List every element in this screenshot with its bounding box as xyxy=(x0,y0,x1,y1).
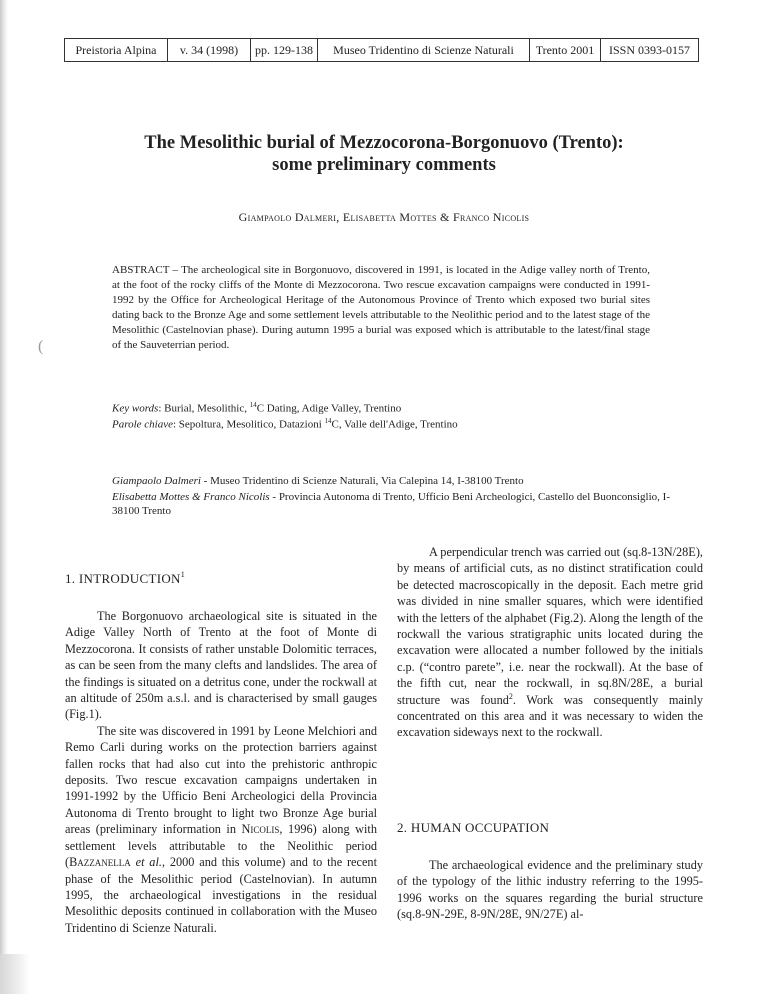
right-column xyxy=(397,544,703,741)
section-1-footnote-mark: 1 xyxy=(180,570,186,579)
journal-volume: v. 34 (1998) xyxy=(168,39,251,61)
keywords-label: Key words xyxy=(112,402,159,415)
section-1-title: 1. INTRODUCTION xyxy=(65,571,181,586)
margin-mark: ( xyxy=(38,338,44,355)
journal-issn: ISSN 0393-0157 xyxy=(608,42,690,57)
parole-text-end: C, Valle dell'Adige, Trentino xyxy=(331,418,458,431)
left-column xyxy=(65,608,377,936)
section-heading-human-occupation: 2. HUMAN OCCUPATION xyxy=(397,820,550,835)
affiliation-2 xyxy=(112,490,672,518)
footnote-mark-2: 2 xyxy=(508,691,513,701)
section-heading-introduction xyxy=(65,570,185,587)
paper-title-line-2: some preliminary comments xyxy=(272,155,496,175)
keywords-text-end: C Dating, Adige Valley, Trentino xyxy=(256,402,402,415)
trench-text-b: . Work was consequently mainly concentrated on this area and it was necessary to widen the excavation sideways next to the rockwall. xyxy=(397,692,704,740)
citation-et-al: et al. xyxy=(130,855,162,870)
right-column-continued xyxy=(397,857,703,923)
journal-pages: pp. 129-138 xyxy=(251,39,318,61)
journal-publisher: Museo Tridentino di Scienze Naturali xyxy=(318,39,530,61)
occupation-paragraph: The archaeological evidence and the preliminary study of the typology of the lithic industry referring to the 1995-1996 works on the squares regarding the burial structure (sq.8-9N-29E, 8-9N/28E, 9N/27E) al- xyxy=(397,858,703,922)
trench-text-a: A perpendicular trench was carried out (sq.8-13N/28E), by means of artificial cuts, as no distinct stratification could be detected macroscopically in the deposit. Each metre grid was divided in nine smaller squares, which were identified with the letters of the alphabet (Fig.2). Along the length of the rockwall the various stratigraphic units located during the excavation were allocated a number followed by the initials c.p. (“contro parete”, i.e. near the rockwall). At the base of the fifth cut, near the rockwall, in sq.8N/28E, a burial structure was found xyxy=(397,545,703,707)
trench-paragraph xyxy=(397,544,703,741)
parole-superscript: 14 xyxy=(324,417,332,425)
journal-name: Preistoria Alpina xyxy=(65,39,168,61)
affiliation-1 xyxy=(112,474,672,488)
citation-bazzanella: Bazzanella xyxy=(69,855,131,870)
affiliation-2-text: - Provincia Autonoma di Trento, Ufficio Beni Archeologici, Castello del Buonconsiglio, I-38100 Trento xyxy=(112,491,670,517)
journal-header xyxy=(64,38,699,62)
intro-p2-text-d: , 2000 and this volume) and to the recent phase of the Mesolithic period (Castelnovian). In autumn 1995, the archaeological investigations in the residual Mesolithic deposits continued in collaboration with the Museo Tridentino di Scienze Naturali. xyxy=(65,855,377,935)
affiliation-2-name: Elisabetta Mottes & Franco Nicolis xyxy=(112,491,270,503)
parole-text: : Sepoltura, Mesolitico, Datazioni xyxy=(172,418,325,431)
intro-paragraph-1: The Borgonuovo archaeological site is situated in the Adige Valley North of Trento at the foot of Monte di Mezzocorona. It consists of rather unstable Dolomitic terraces, as can be seen from the many clefts and landslides. The area of the findings is situated on a detritus cone, under the rockwall at an altitude of 250m a.s.l. and is characterised by small gauges (Fig.1). xyxy=(65,609,377,722)
intro-p2-text-b: , 1996) along with settlement levels attributable to the Neolithic period ( xyxy=(65,822,378,870)
abstract: ABSTRACT – The archeological site in Borgonuovo, discovered in 1991, is located in the Adige valley north of Trento, at the foot of the rocky cliffs of the Monte di Mezzocorona. Two rescue excavation campaigns were conducted in 1991-1992 by the Office for Archeological Heritage of the Autonomous Province of Trento which exposed two burial sites dating back to the Bronze Age and some settlement levels attributable to the Neolithic period and to the latest stage of the Mesolithic (Castelnovian phase). During autumn 1995 a burial was exposed which is attributable to the latest/final stage of the Sauveterrian period. xyxy=(112,264,650,351)
affiliation-1-name: Giampaolo Dalmeri xyxy=(112,475,201,487)
intro-paragraph-2 xyxy=(65,723,377,936)
citation-nicolis: Nicolis xyxy=(241,822,280,837)
parole-label: Parole chiave xyxy=(112,418,173,431)
intro-p2-text-a: The site was discovered in 1991 by Leone Melchiori and Remo Carli during works on the protection barriers against fallen rocks that had also cut into the prehistoric anthropic deposits. Two rescue excavation campaigns undertaken in 1991-1992 by the Ufficio Beni Archeologici della Provincia Autonoma di Trento brought to light two Bronze Age burial areas (preliminary information in xyxy=(65,723,377,837)
keywords xyxy=(112,398,401,416)
keywords-superscript: 14 xyxy=(249,401,257,409)
affiliation-1-text: - Museo Tridentino di Scienze Naturali, Via Calepina 14, I-38100 Trento xyxy=(200,475,524,487)
scan-corner-shadow xyxy=(0,954,30,994)
parole-chiave xyxy=(112,414,458,432)
keywords-text: : Burial, Mesolithic, xyxy=(158,402,250,415)
paper-title-line-1: The Mesolithic burial of Mezzocorona-Borgonuovo (Trento): xyxy=(144,133,624,153)
journal-place-year: Trento 2001 xyxy=(530,39,601,61)
author-list: Giampaolo Dalmeri, Elisabetta Mottes & Franco Nicolis xyxy=(238,210,530,224)
